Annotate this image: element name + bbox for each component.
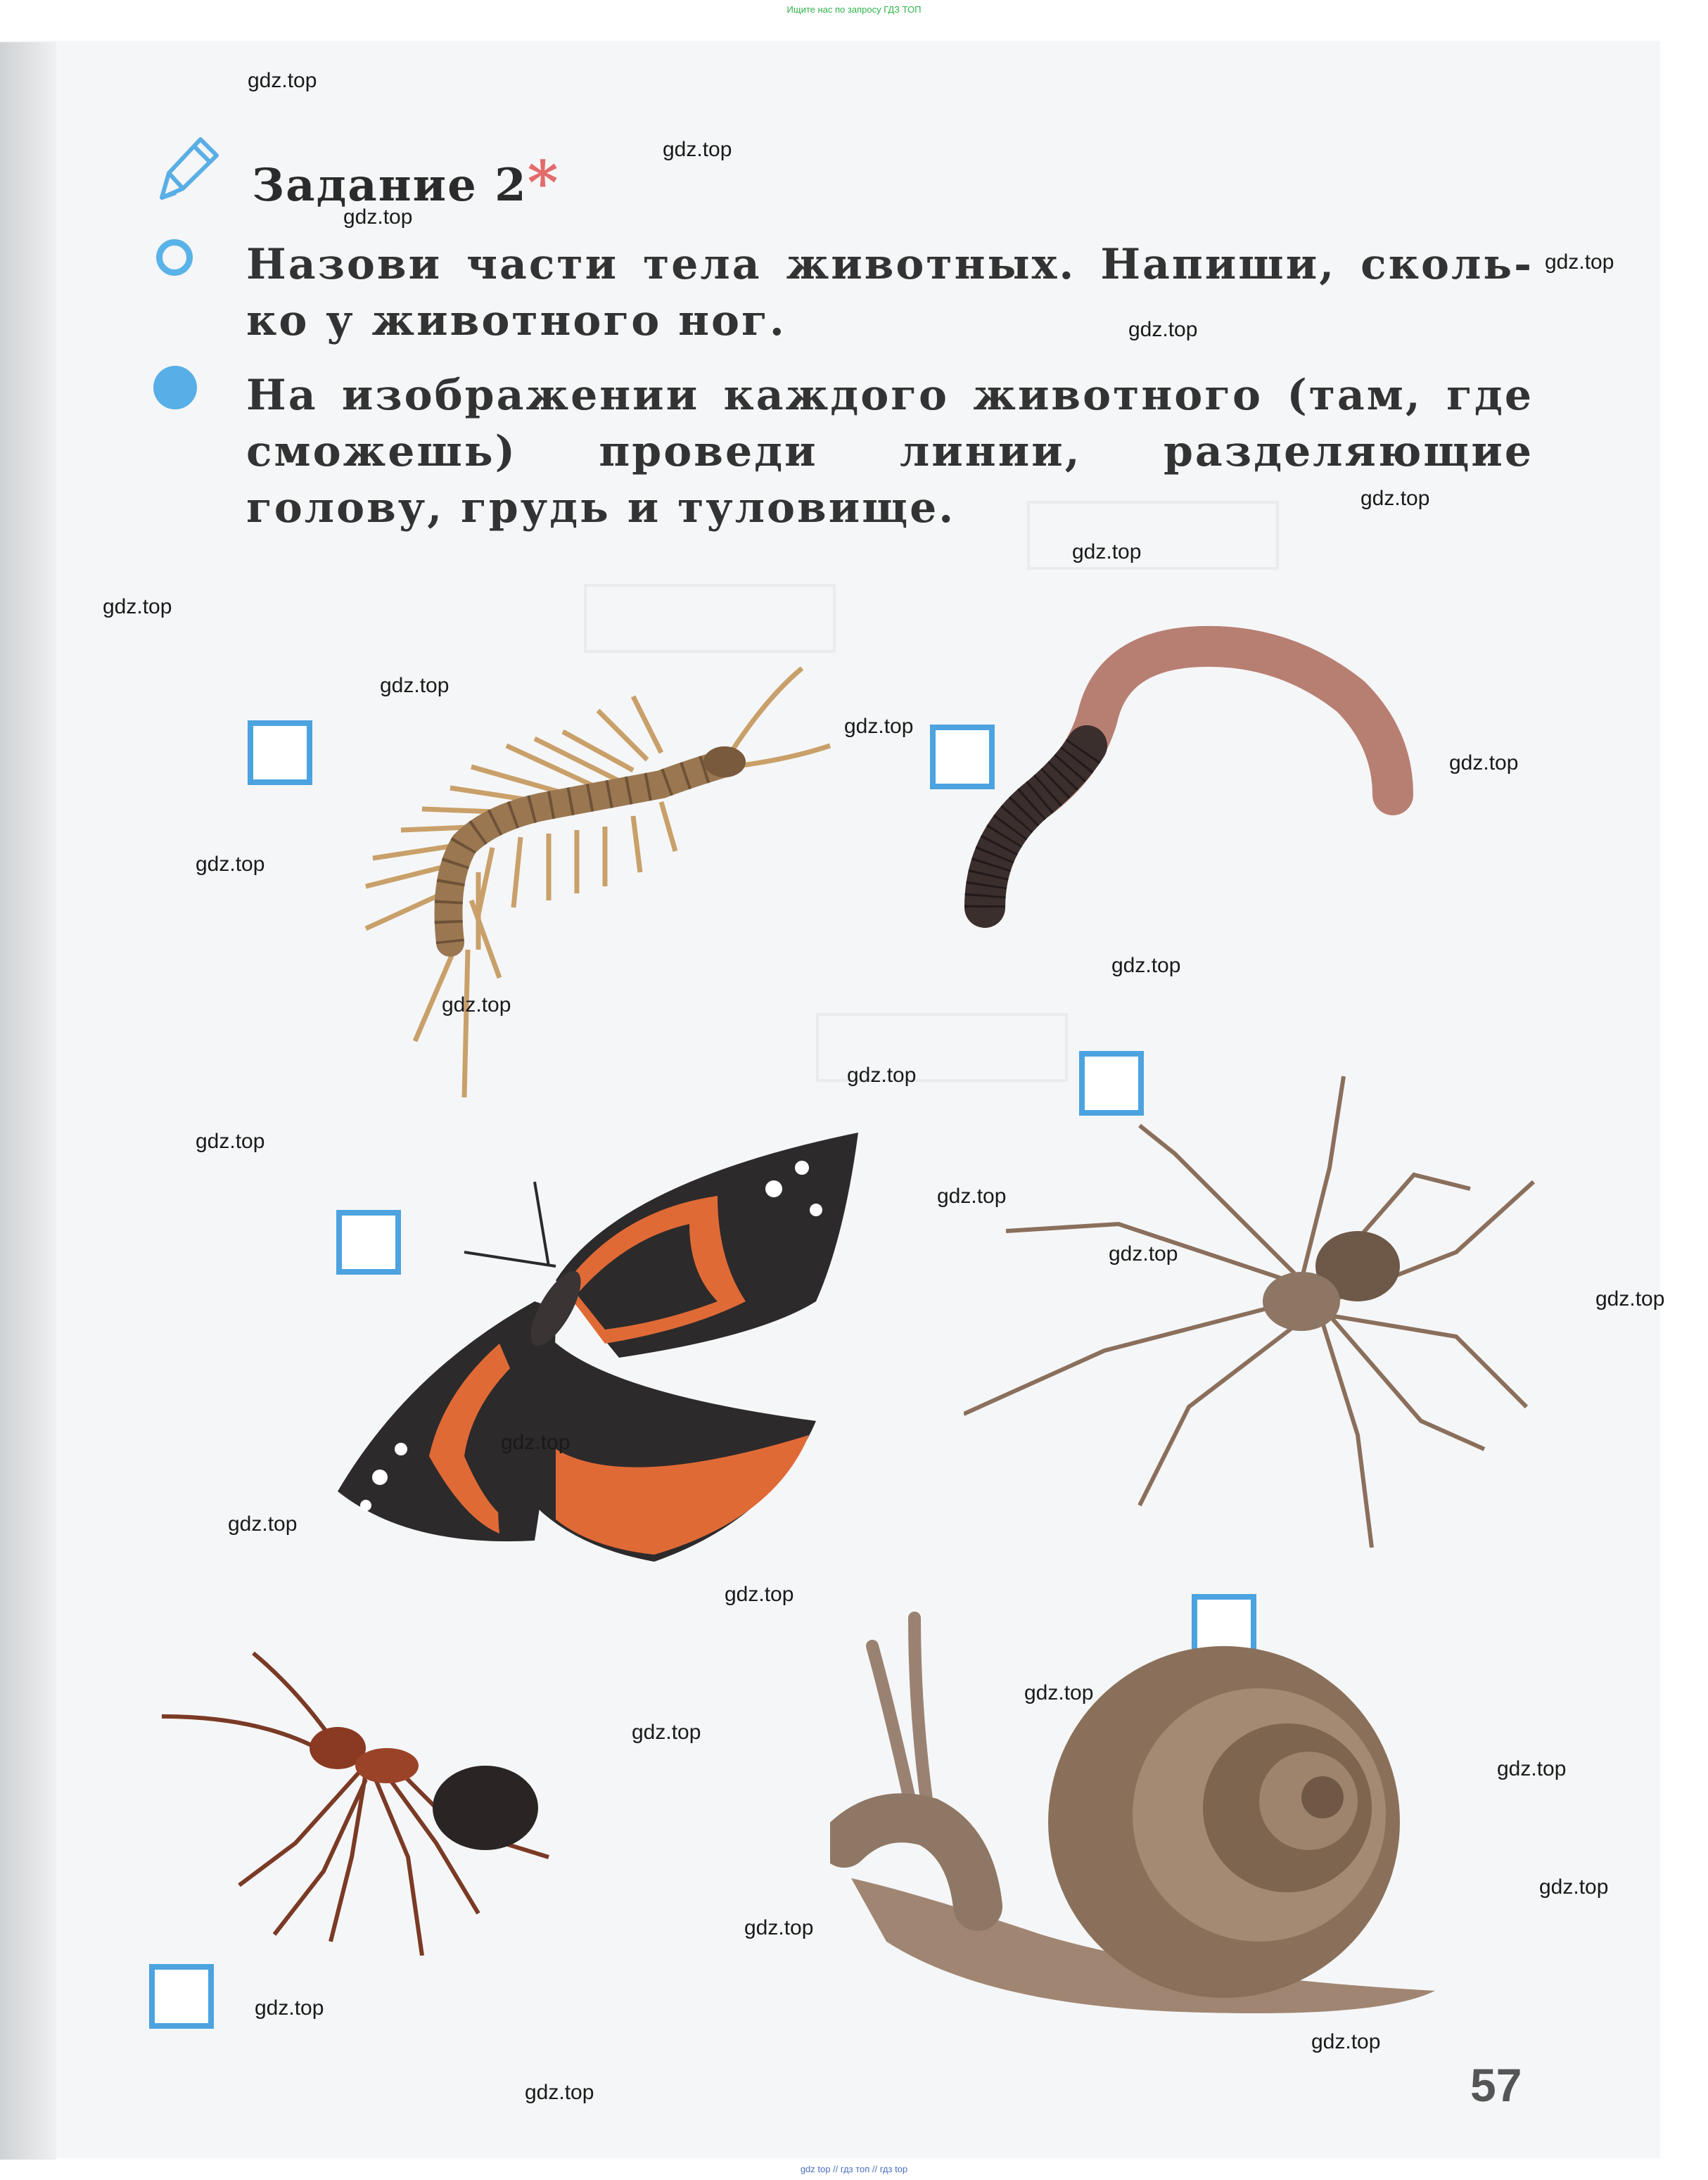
watermark: gdz.top — [847, 1064, 917, 1087]
instruction-2: На изображении каждого животного (там, где сможешь) проведи линии, разделяющие голову, грудь и туловище. — [246, 371, 1534, 533]
watermark: gdz.top — [1497, 1757, 1567, 1780]
page-number: 57 — [1470, 2059, 1522, 2111]
watermark: gdz.top — [1109, 1242, 1178, 1266]
instruction-1: Назови части тела животных. Напиши, сколь- ко у животного ног. — [246, 240, 1534, 345]
watermark: gdz.top — [844, 715, 914, 738]
earthworm-image — [957, 612, 1449, 936]
watermark: gdz.top — [442, 993, 511, 1016]
snail-image — [830, 1611, 1449, 2019]
watermark: gdz.top — [1449, 751, 1519, 775]
watermark: gdz.top — [937, 1185, 1007, 1208]
watermark: gdz.top — [632, 1721, 701, 1744]
spider-image — [964, 1069, 1541, 1548]
pencil-icon — [148, 131, 225, 208]
page-spine-shadow — [0, 42, 56, 2160]
watermark: gdz.top — [501, 1431, 571, 1454]
show-through-box — [584, 584, 836, 653]
watermark: gdz.top — [744, 1916, 814, 1939]
watermark: gdz.top — [1539, 1875, 1609, 1899]
ant-image — [155, 1632, 633, 1956]
top-banner[interactable]: Ищите нас по запросу ГДЗ ТОП — [786, 4, 922, 15]
watermark: gdz.top — [1128, 318, 1198, 341]
watermark: gdz.top — [1595, 1287, 1665, 1311]
watermark: gdz.top — [248, 69, 317, 92]
watermark: gdz.top — [725, 1583, 794, 1606]
watermark: gdz.top — [1072, 540, 1142, 563]
difficulty-star: * — [527, 148, 560, 217]
watermark: gdz.top — [380, 674, 450, 697]
watermark: gdz.top — [228, 1512, 298, 1536]
watermark: gdz.top — [343, 205, 413, 229]
watermark: gdz.top — [1545, 250, 1614, 274]
watermark: gdz.top — [1024, 1681, 1094, 1704]
ant-legs-box[interactable] — [149, 1964, 214, 2029]
bottom-banner[interactable]: gdz top // гдз топ // гдз top — [800, 2164, 908, 2174]
watermark: gdz.top — [1360, 487, 1430, 510]
butterfly-image — [324, 1126, 872, 1576]
watermark: gdz.top — [196, 853, 265, 876]
watermark: gdz.top — [663, 138, 732, 161]
filled-circle-marker — [153, 366, 197, 409]
watermark: gdz.top — [1311, 2030, 1381, 2053]
open-circle-marker — [156, 239, 193, 276]
task-title: Задание 2* — [252, 148, 560, 217]
watermark: gdz.top — [525, 2081, 594, 2104]
centipede-image — [267, 647, 844, 1140]
watermark: gdz.top — [103, 595, 172, 618]
watermark: gdz.top — [255, 1996, 324, 2020]
watermark: gdz.top — [196, 1130, 265, 1153]
watermark: gdz.top — [1111, 954, 1181, 977]
